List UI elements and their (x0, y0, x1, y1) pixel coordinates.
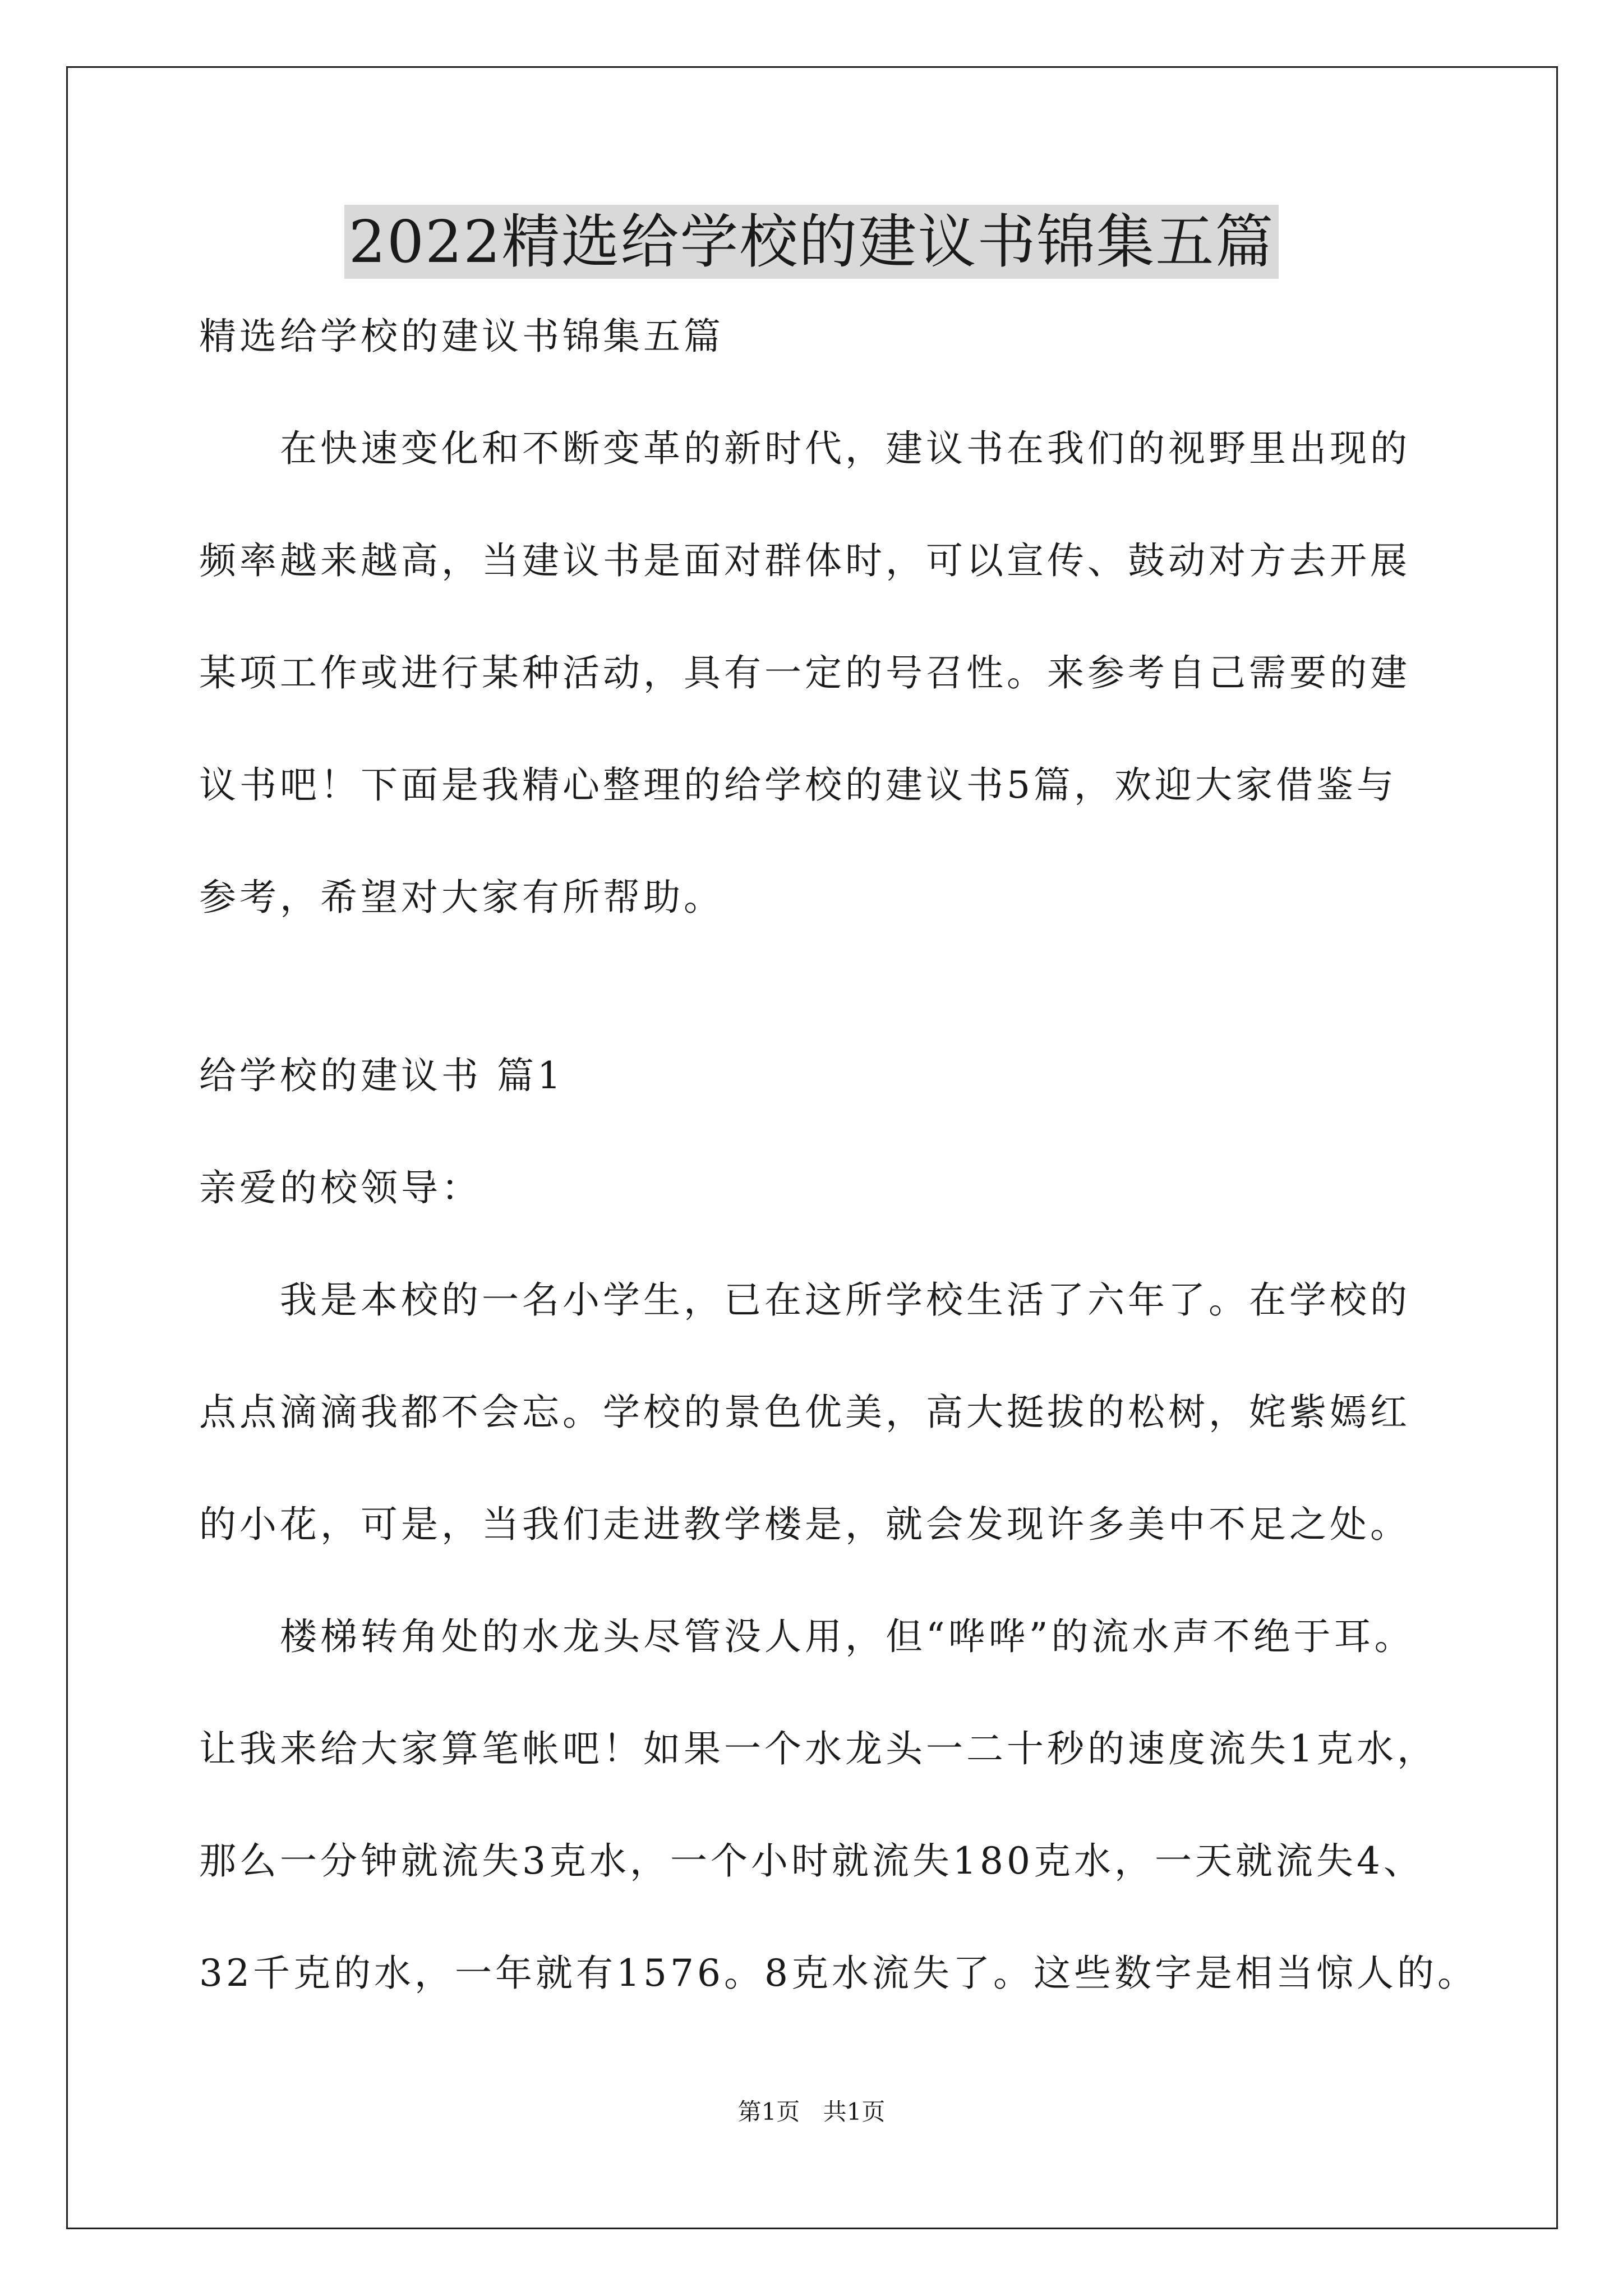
body-line-1: 我是本校的一名小学生，已在这所学校生活了六年了。在学校的 (199, 1278, 1410, 1322)
body-line-4: 楼梯转角处的水龙头尽管没人用，但“哗哗”的流水声不绝于耳。 (199, 1615, 1415, 1658)
intro-line-5: 参考，希望对大家有所帮助。 (199, 876, 724, 919)
intro-line-1: 在快速变化和不断变革的新时代，建议书在我们的视野里出现的 (199, 427, 1410, 470)
body-line-5: 让我来给大家算笔帐吧！如果一个水龙头一二十秒的速度流失1克水， (199, 1727, 1437, 1770)
body-line-7: 32千克的水，一年就有1576。8克水流失了。这些数字是相当惊人的。 (199, 1952, 1478, 1995)
section-heading: 给学校的建议书 篇1 (199, 1054, 564, 1097)
intro-line-2: 频率越来越高，当建议书是面对群体时，可以宣传、鼓动对方去开展 (199, 539, 1410, 582)
page-number: 第1页 (737, 2098, 800, 2125)
intro-line-3: 某项工作或进行某种活动，具有一定的号召性。来参考自己需要的建 (199, 651, 1410, 694)
page-footer (0, 2098, 1623, 2126)
body-line-2: 点点滴滴我都不会忘。学校的景色优美，高大挺拔的松树，姹紫嫣红 (199, 1391, 1410, 1434)
body-line-3: 的小花，可是，当我们走进教学楼是，就会发现许多美中不足之处。 (199, 1503, 1410, 1546)
body-line-6: 那么一分钟就流失3克水，一个小时就流失180克水，一天就流失4、 (199, 1839, 1424, 1883)
intro-line-4: 议书吧！下面是我精心整理的给学校的建议书5篇，欢迎大家借鉴与 (199, 763, 1397, 807)
page-border (66, 66, 1558, 2229)
title-container (0, 205, 1623, 279)
salutation-line: 亲爱的校领导： (199, 1166, 482, 1209)
page-total: 共1页 (823, 2098, 886, 2125)
subtitle-line: 精选给学校的建议书锦集五篇 (199, 315, 724, 358)
document-title: 2022精选给学校的建议书锦集五篇 (344, 205, 1279, 279)
